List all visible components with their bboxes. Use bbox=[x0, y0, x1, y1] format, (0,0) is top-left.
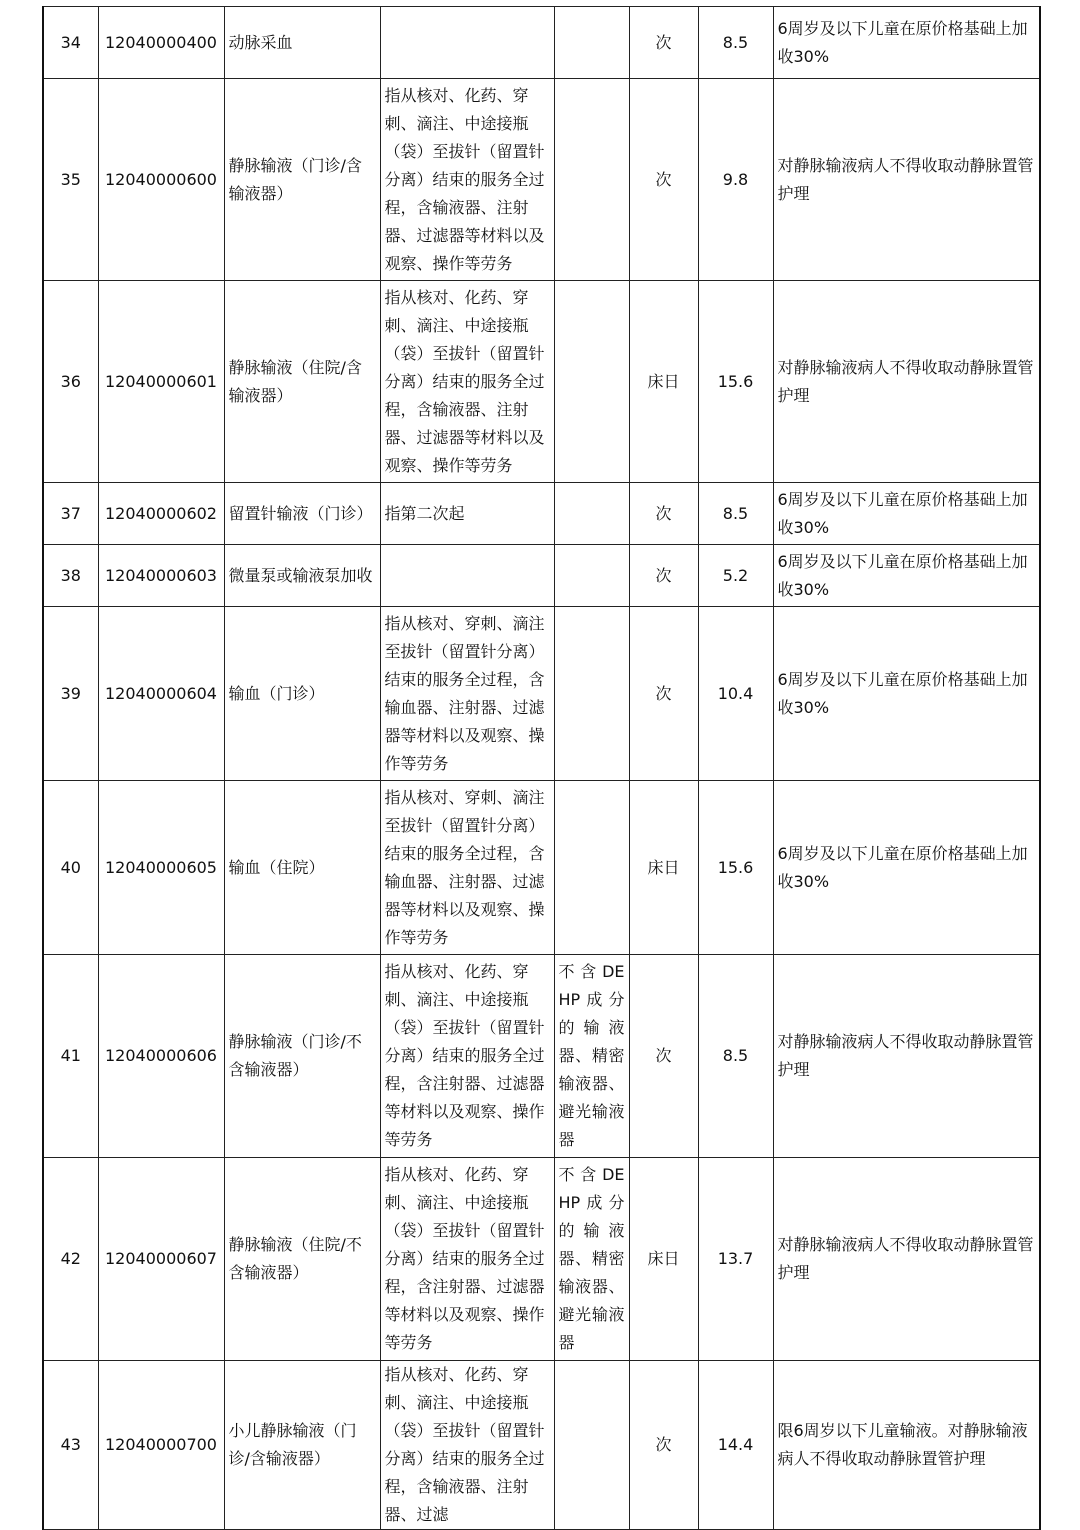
row-number: 35 bbox=[43, 79, 98, 281]
item-name: 微量泵或输液泵加收 bbox=[224, 545, 380, 607]
item-price: 5.2 bbox=[698, 545, 773, 607]
item-price: 8.5 bbox=[698, 955, 773, 1158]
row-number: 43 bbox=[43, 1361, 98, 1530]
item-code: 12040000601 bbox=[98, 281, 224, 483]
item-unit: 次 bbox=[629, 545, 698, 607]
item-code: 12040000603 bbox=[98, 545, 224, 607]
item-content: 指从核对、化药、穿刺、滴注、中途接瓶（袋）至拔针（留置针分离）结束的服务全过程，含输液器、注射器、过滤器等材料以及观察、操作等劳务 bbox=[380, 79, 554, 281]
item-name: 输血（门诊） bbox=[224, 607, 380, 781]
item-exclusion bbox=[554, 483, 629, 545]
table-row bbox=[43, 607, 1040, 781]
item-exclusion bbox=[554, 281, 629, 483]
item-unit: 次 bbox=[629, 483, 698, 545]
item-exclusion bbox=[554, 607, 629, 781]
table-row bbox=[43, 545, 1040, 607]
item-note: 6周岁及以下儿童在原价格基础上加收30% bbox=[773, 607, 1040, 781]
row-number: 41 bbox=[43, 955, 98, 1158]
item-code: 12040000607 bbox=[98, 1158, 224, 1361]
item-note: 对静脉输液病人不得收取动静脉置管护理 bbox=[773, 1158, 1040, 1361]
item-code: 12040000602 bbox=[98, 483, 224, 545]
item-content: 指从核对、化药、穿刺、滴注、中途接瓶（袋）至拔针（留置针分离）结束的服务全过程，含注射器、过滤器等材料以及观察、操作等劳务 bbox=[380, 1158, 554, 1361]
row-number: 38 bbox=[43, 545, 98, 607]
item-name: 静脉输液（住院/含输液器） bbox=[224, 281, 380, 483]
item-code: 12040000600 bbox=[98, 79, 224, 281]
item-note: 6周岁及以下儿童在原价格基础上加收30% bbox=[773, 7, 1040, 79]
item-name: 留置针输液（门诊） bbox=[224, 483, 380, 545]
item-content: 指从核对、穿刺、滴注至拔针（留置针分离）结束的服务全过程，含输血器、注射器、过滤器等材料以及观察、操作等劳务 bbox=[380, 781, 554, 955]
price-table bbox=[42, 6, 1041, 1530]
item-note: 限6周岁以下儿童输液。对静脉输液病人不得收取动静脉置管护理 bbox=[773, 1361, 1040, 1530]
table-row bbox=[43, 483, 1040, 545]
item-name: 输血（住院） bbox=[224, 781, 380, 955]
item-exclusion bbox=[554, 781, 629, 955]
table-row bbox=[43, 955, 1040, 1158]
item-note: 对静脉输液病人不得收取动静脉置管护理 bbox=[773, 955, 1040, 1158]
item-exclusion bbox=[554, 7, 629, 79]
item-content bbox=[380, 7, 554, 79]
item-unit: 次 bbox=[629, 955, 698, 1158]
item-unit: 床日 bbox=[629, 1158, 698, 1361]
table-row bbox=[43, 281, 1040, 483]
item-unit: 床日 bbox=[629, 781, 698, 955]
item-code: 12040000604 bbox=[98, 607, 224, 781]
item-content: 指从核对、化药、穿刺、滴注、中途接瓶（袋）至拔针（留置针分离）结束的服务全过程，含输液器、注射器、过滤 bbox=[380, 1361, 554, 1530]
item-name: 静脉输液（门诊/不含输液器） bbox=[224, 955, 380, 1158]
item-price: 13.7 bbox=[698, 1158, 773, 1361]
item-note: 对静脉输液病人不得收取动静脉置管护理 bbox=[773, 281, 1040, 483]
table-row bbox=[43, 1158, 1040, 1361]
item-unit: 次 bbox=[629, 7, 698, 79]
item-exclusion bbox=[554, 545, 629, 607]
item-price: 8.5 bbox=[698, 483, 773, 545]
table-row bbox=[43, 7, 1040, 79]
item-name: 静脉输液（住院/不含输液器） bbox=[224, 1158, 380, 1361]
item-content bbox=[380, 545, 554, 607]
table-row bbox=[43, 79, 1040, 281]
row-number: 40 bbox=[43, 781, 98, 955]
item-code: 12040000606 bbox=[98, 955, 224, 1158]
item-unit: 床日 bbox=[629, 281, 698, 483]
row-number: 34 bbox=[43, 7, 98, 79]
item-price: 8.5 bbox=[698, 7, 773, 79]
item-content: 指从核对、化药、穿刺、滴注、中途接瓶（袋）至拔针（留置针分离）结束的服务全过程，含输液器、注射器、过滤器等材料以及观察、操作等劳务 bbox=[380, 281, 554, 483]
table-row bbox=[43, 1361, 1040, 1530]
row-number: 42 bbox=[43, 1158, 98, 1361]
item-name: 动脉采血 bbox=[224, 7, 380, 79]
item-name: 静脉输液（门诊/含输液器） bbox=[224, 79, 380, 281]
table-row bbox=[43, 781, 1040, 955]
item-price: 10.4 bbox=[698, 607, 773, 781]
item-exclusion bbox=[554, 1361, 629, 1530]
item-note: 6周岁及以下儿童在原价格基础上加收30% bbox=[773, 483, 1040, 545]
row-number: 39 bbox=[43, 607, 98, 781]
row-number: 37 bbox=[43, 483, 98, 545]
item-exclusion: 不含DEHP成分的输液器、精密输液器、避光输液器 bbox=[554, 1158, 629, 1361]
item-code: 12040000605 bbox=[98, 781, 224, 955]
item-price: 9.8 bbox=[698, 79, 773, 281]
item-exclusion: 不含DEHP成分的输液器、精密输液器、避光输液器 bbox=[554, 955, 629, 1158]
item-exclusion bbox=[554, 79, 629, 281]
item-code: 12040000700 bbox=[98, 1361, 224, 1530]
item-content: 指从核对、化药、穿刺、滴注、中途接瓶（袋）至拔针（留置针分离）结束的服务全过程，含注射器、过滤器等材料以及观察、操作等劳务 bbox=[380, 955, 554, 1158]
item-note: 6周岁及以下儿童在原价格基础上加收30% bbox=[773, 545, 1040, 607]
item-price: 15.6 bbox=[698, 281, 773, 483]
item-unit: 次 bbox=[629, 1361, 698, 1530]
item-content: 指第二次起 bbox=[380, 483, 554, 545]
item-note: 6周岁及以下儿童在原价格基础上加收30% bbox=[773, 781, 1040, 955]
item-price: 14.4 bbox=[698, 1361, 773, 1530]
item-note: 对静脉输液病人不得收取动静脉置管护理 bbox=[773, 79, 1040, 281]
item-price: 15.6 bbox=[698, 781, 773, 955]
item-unit: 次 bbox=[629, 607, 698, 781]
item-name: 小儿静脉输液（门诊/含输液器） bbox=[224, 1361, 380, 1530]
item-code: 12040000400 bbox=[98, 7, 224, 79]
item-content: 指从核对、穿刺、滴注至拔针（留置针分离）结束的服务全过程，含输血器、注射器、过滤器等材料以及观察、操作等劳务 bbox=[380, 607, 554, 781]
table-body bbox=[43, 7, 1040, 1530]
item-unit: 次 bbox=[629, 79, 698, 281]
row-number: 36 bbox=[43, 281, 98, 483]
